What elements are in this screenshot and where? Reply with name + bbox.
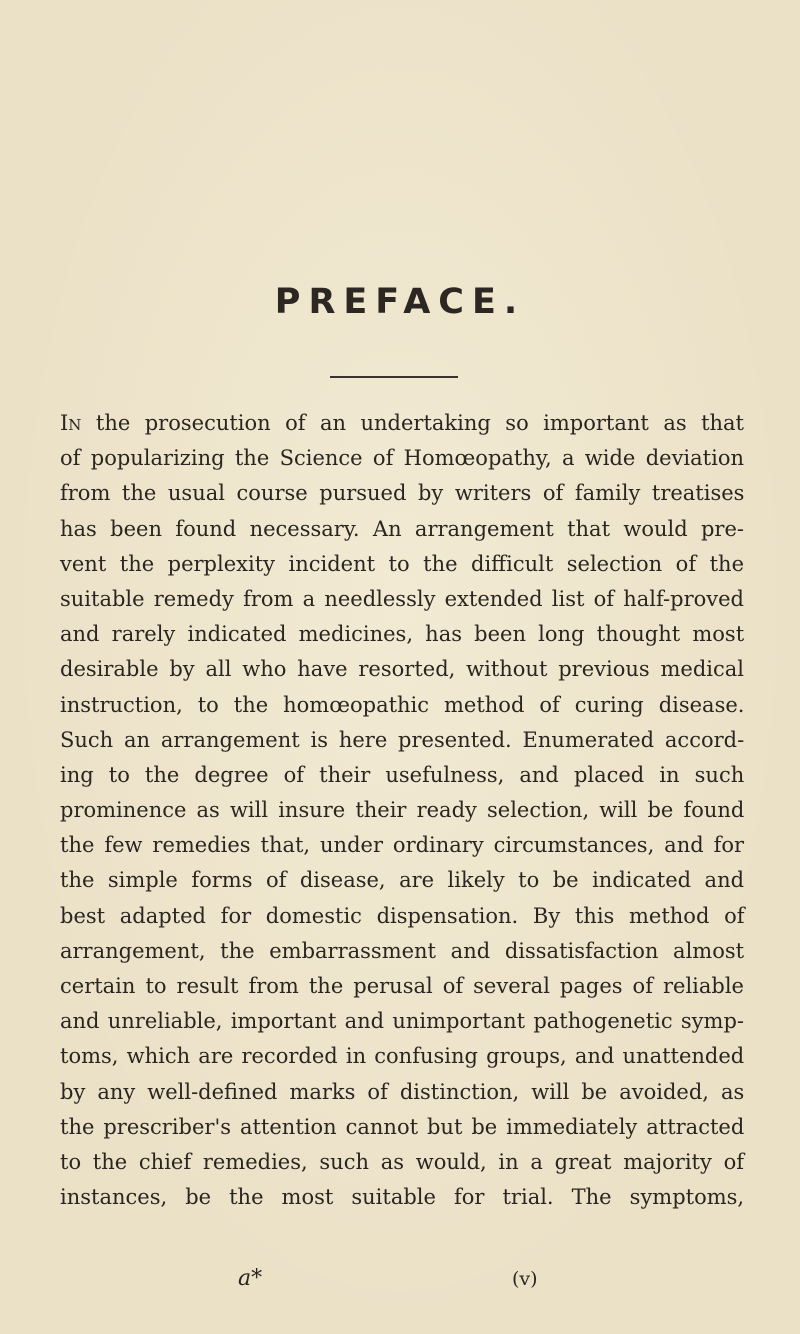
- text-line: best adapted for domestic dispensation. By this method of: [60, 903, 745, 928]
- text-line: and unreliable, important and unimportant pathogenetic symp-: [60, 1009, 744, 1034]
- text-line: In the prosecution of an undertaking so important as that: [60, 411, 744, 435]
- text-line: suitable remedy from a needlessly extended list of half-proved: [60, 586, 744, 611]
- text-line: the prescriber's attention cannot but be immediately attracted: [60, 1114, 745, 1139]
- text-line: arrangement, the embarrassment and dissatisfaction almost: [60, 938, 745, 963]
- page-number: (v): [512, 1268, 538, 1290]
- text-line: prominence as will insure their ready selection, will be found: [60, 798, 745, 823]
- drop-lead-word: In: [60, 411, 82, 435]
- text-line: ing to the degree of their usefulness, and placed in such: [60, 762, 745, 787]
- text-line: desirable by all who have resorted, without previous medical: [60, 657, 744, 682]
- text-line: toms, which are recorded in confusing groups, and unattended: [60, 1044, 745, 1069]
- text-line: from the usual course pursued by writers of family treatises: [60, 481, 745, 506]
- preface-paragraph: [60, 406, 744, 1215]
- text-line: by any well-defined marks of distinction, will be avoided, as: [60, 1079, 745, 1104]
- text-line: instruction, to the homœopathic method of curing disease.: [60, 692, 745, 717]
- text-line: has been found necessary. An arrangement that would pre-: [60, 516, 744, 541]
- text-line: the simple forms of disease, are likely to be indicated and: [60, 868, 745, 893]
- text-line: the few remedies that, under ordinary circumstances, and for: [60, 833, 745, 858]
- page-footer: [0, 1266, 800, 1306]
- text-line: and rarely indicated medicines, has been long thought most: [60, 622, 745, 647]
- text-line: certain to result from the perusal of several pages of reliable: [60, 974, 744, 998]
- text-line: vent the perplexity incident to the difficult selection of the: [60, 551, 744, 576]
- text-line: to the chief remedies, such as would, in a great majority of: [60, 1149, 744, 1174]
- text-line: instances, be the most suitable for trial. The symptoms,: [60, 1185, 745, 1210]
- signature-mark: a*: [238, 1266, 263, 1291]
- title-rule: [330, 376, 458, 378]
- text-line: of popularizing the Science of Homœopathy, a wide deviation: [60, 446, 744, 471]
- text-line: Such an arrangement is here presented. Enumerated accord-: [60, 727, 745, 752]
- page-title: PREFACE.: [274, 282, 526, 322]
